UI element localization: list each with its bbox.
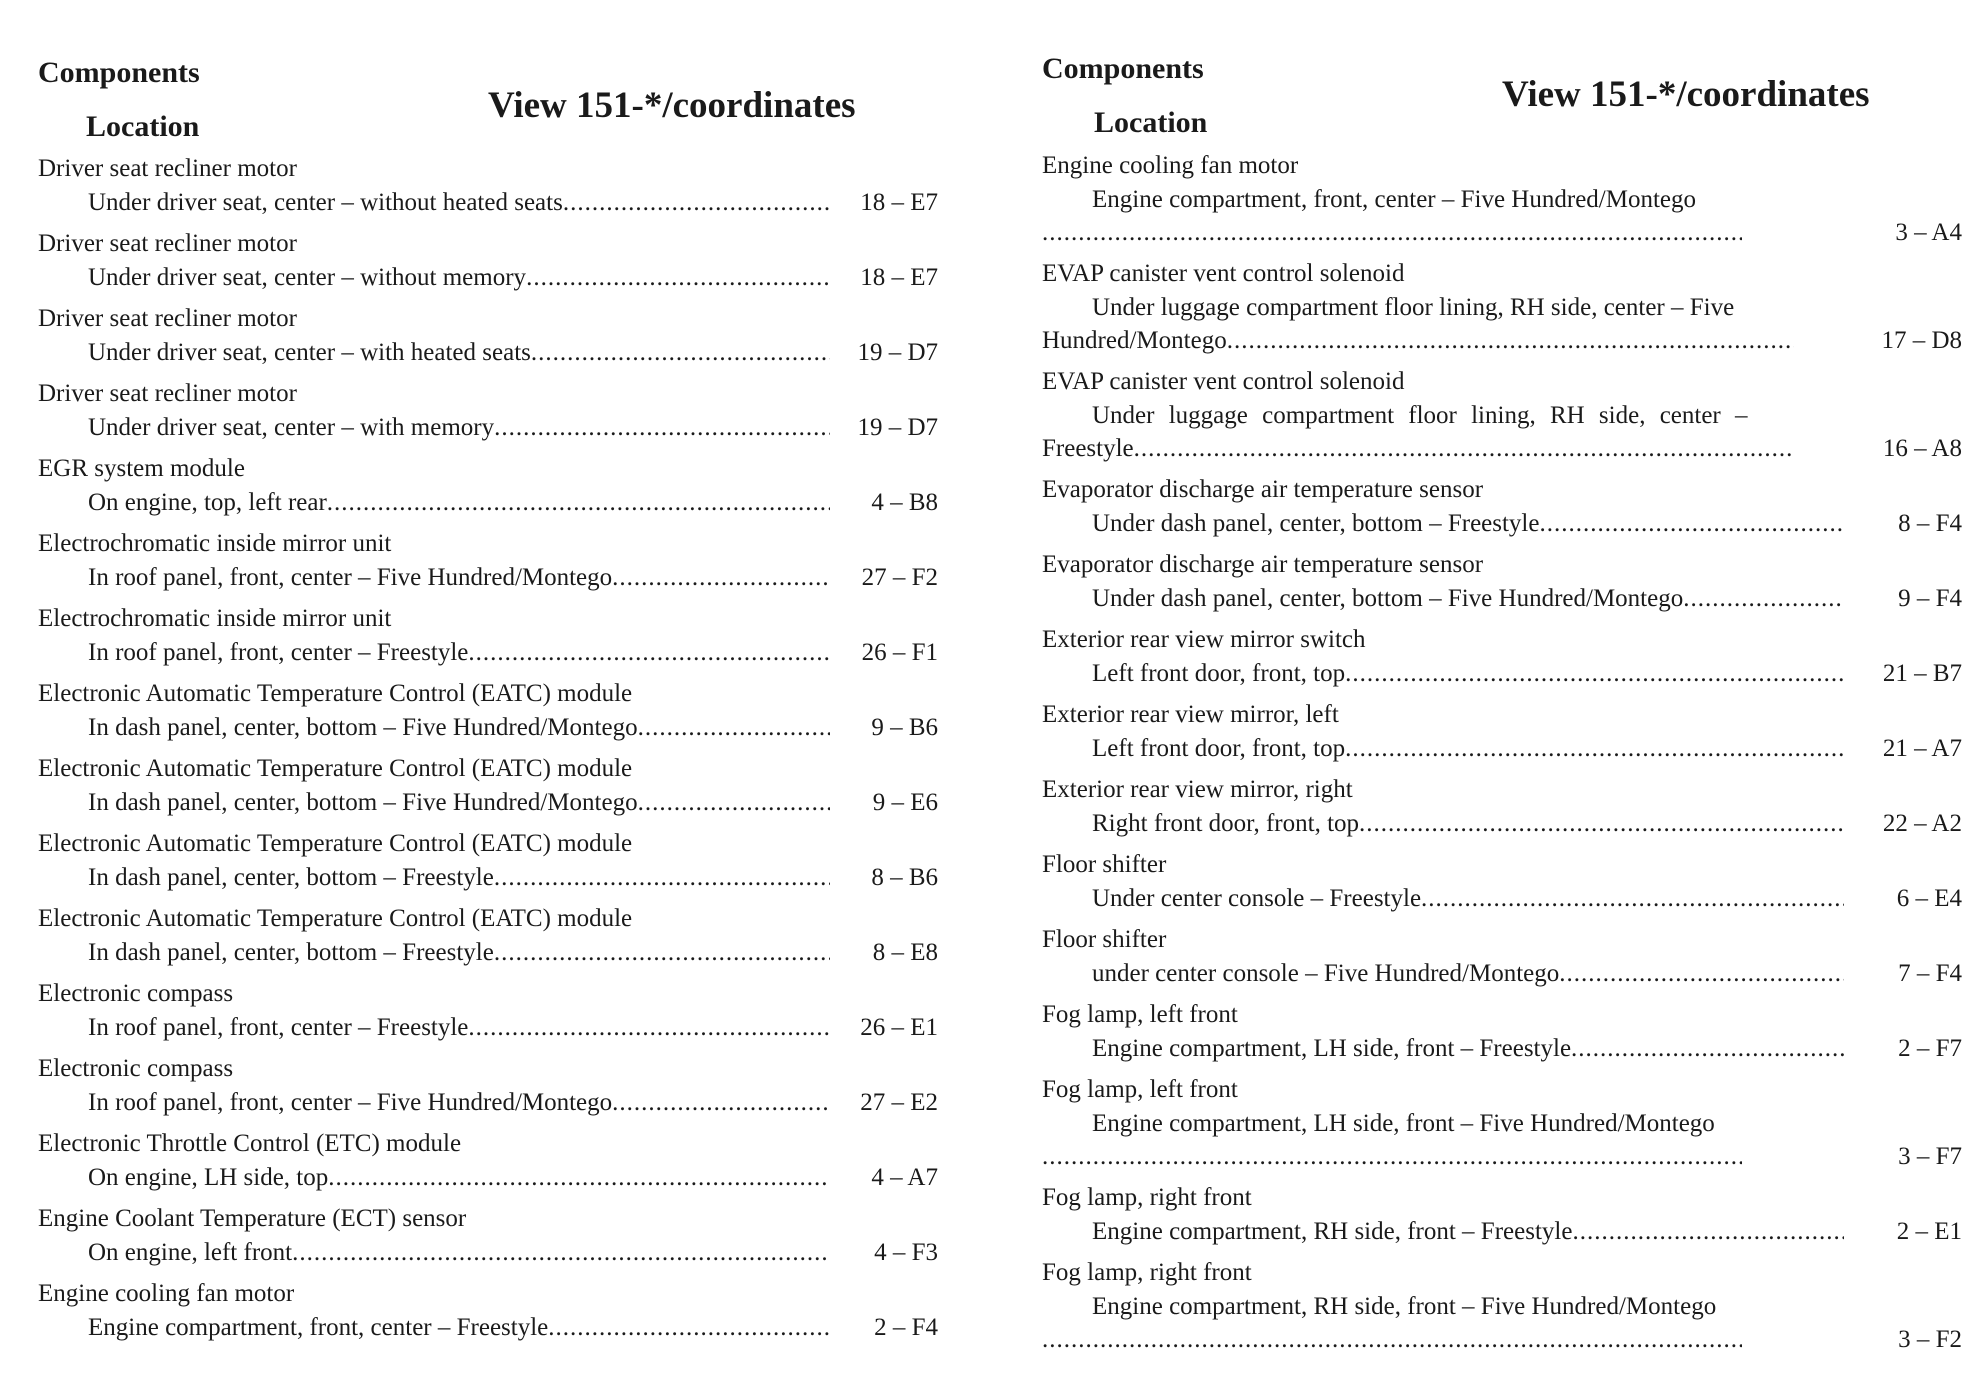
dot-leader [1559,957,1844,991]
dot-leader [494,861,830,895]
view-coordinate: 27 – F2 [861,563,938,591]
components-heading: Components [1042,52,1204,85]
view-coordinate: 3 – F2 [1898,1326,1962,1353]
list-item [38,527,938,602]
view-coordinate: 21 – A7 [1882,734,1962,762]
list-item [1042,149,1962,257]
list-item [1042,1073,1962,1181]
component-location: Under driver seat, center – without memory [88,263,527,291]
dot-leader [1572,1215,1844,1249]
component-name: Electronic Automatic Temperature Control (EATC) module [38,755,633,782]
component-location: On engine, top, left rear [88,488,327,516]
dot-leader [327,486,830,520]
component-name: Exterior rear view mirror, left [1042,701,1339,728]
view-coordinate: 8 – F4 [1898,509,1962,537]
component-name: Evaporator discharge air temperature sensor [1042,551,1484,578]
view-coordinate: 18 – E7 [860,188,938,216]
component-location: In dash panel, center, bottom – Freestyle [88,938,494,966]
component-location: Engine compartment, LH side, front – Freestyle [1092,1034,1572,1062]
location-line [38,1311,830,1345]
location-line [1042,507,1844,541]
view-coordinates-heading: View 151-*/coordinates [488,85,856,126]
dot-leader [1042,1140,1742,1174]
location-line [1042,1032,1844,1066]
component-name: Driver seat recliner motor [38,305,297,332]
component-name: EVAP canister vent control solenoid [1042,368,1405,395]
component-location: Under center console – Freestyle [1092,884,1422,912]
component-location: On engine, left front [88,1238,293,1266]
list-item [1042,1181,1962,1256]
component-location: Under driver seat, center – without heated seats [88,188,563,216]
component-name: Electronic compass [38,1055,234,1082]
component-location: Under driver seat, center – with memory [88,413,495,441]
component-location: In roof panel, front, center – Freestyle [88,638,469,666]
dot-leader [563,186,830,220]
dot-leader [612,561,830,595]
view-coordinate: 21 – B7 [1882,659,1962,687]
location-line [38,336,830,370]
dot-leader [1227,324,1794,358]
view-coordinate: 26 – E1 [860,1013,938,1041]
view-coordinate: 2 – E1 [1896,1217,1962,1245]
location-line [38,1236,830,1270]
component-name: Fog lamp, right front [1042,1259,1252,1286]
view-coordinate: 8 – B6 [871,863,938,891]
component-location-continued: Hundred/Montego [1042,327,1227,354]
list-item [38,1052,938,1127]
component-name: Engine cooling fan motor [1042,152,1299,179]
view-coordinate: 7 – F4 [1898,959,1962,987]
list-item [1042,623,1962,698]
view-coordinate: 3 – F7 [1898,1143,1962,1170]
dot-leader [612,1086,830,1120]
location-line [1042,324,1794,358]
list-item [1042,365,1962,473]
dot-leader [526,261,830,295]
location-line [1042,582,1844,616]
view-coordinate: 6 – E4 [1896,884,1962,912]
view-coordinate: 2 – F7 [1898,1034,1962,1062]
view-coordinate: 4 – B8 [871,488,938,516]
component-list [1042,149,1962,1364]
component-name: Floor shifter [1042,926,1167,953]
location-line [1042,882,1844,916]
location-heading: Location [86,110,200,143]
component-location-continued: Freestyle [1042,435,1134,462]
component-name: Electrochromatic inside mirror unit [38,530,392,557]
dot-leader [494,411,830,445]
list-item [1042,773,1962,848]
list-item [38,152,938,227]
list-item [1042,923,1962,998]
list-item [1042,257,1962,365]
list-item [38,1127,938,1202]
components-heading: Components [38,56,200,89]
view-coordinate: 17 – D8 [1881,327,1962,354]
dot-leader [468,1011,830,1045]
list-item [1042,998,1962,1073]
location-line [38,711,830,745]
component-location: In roof panel, front, center – Freestyle [88,1013,469,1041]
view-coordinate: 4 – F3 [874,1238,938,1266]
list-item [38,602,938,677]
view-coordinate: 9 – E6 [872,788,938,816]
dot-leader [638,711,830,745]
component-location: Left front door, front, top [1092,734,1346,762]
view-coordinate: 26 – F1 [861,638,938,666]
component-name: Fog lamp, left front [1042,1076,1238,1103]
component-location: Under dash panel, center, bottom – Five Hundred/Montego [1092,584,1684,612]
dot-leader [1359,807,1844,841]
component-location: Right front door, front, top [1092,809,1360,837]
dot-leader [1345,657,1844,691]
view-coordinate: 27 – E2 [860,1088,938,1116]
component-location: In dash panel, center, bottom – Five Hundred/Montego [88,713,638,741]
location-line [38,1086,830,1120]
list-item [1042,698,1962,773]
dot-leader [1421,882,1844,916]
component-name: Electrochromatic inside mirror unit [38,605,392,632]
component-name: Driver seat recliner motor [38,155,297,182]
dot-leader [638,786,830,820]
view-coordinate: 4 – A7 [871,1163,938,1191]
component-location: On engine, LH side, top [88,1163,329,1191]
location-line [1042,957,1844,991]
dot-leader [1571,1032,1844,1066]
list-item [38,977,938,1052]
list-item [38,302,938,377]
view-coordinate: 9 – F4 [1898,584,1962,612]
component-location: Under dash panel, center, bottom – Freestyle [1092,509,1540,537]
component-list [38,152,938,1352]
component-location: In dash panel, center, bottom – Five Hundred/Montego [88,788,638,816]
view-coordinate: 16 – A8 [1882,435,1962,462]
component-name: Exterior rear view mirror switch [1042,626,1366,653]
list-item [1042,1256,1962,1364]
dot-leader [531,336,830,370]
component-name: Driver seat recliner motor [38,380,297,407]
location-line [38,861,830,895]
list-item [38,1202,938,1277]
list-item [38,827,938,902]
view-coordinate: 8 – E8 [872,938,938,966]
component-location: Under luggage compartment floor lining, RH side, center – [1092,401,1748,429]
location-line [1042,657,1844,691]
component-location: Left front door, front, top [1092,659,1346,687]
component-location: Engine compartment, front, center – Freestyle [88,1313,549,1341]
component-location: Engine compartment, front, center – Five Hundred/Montego [1092,185,1697,213]
component-location: In dash panel, center, bottom – Freestyle [88,863,494,891]
list-item [38,377,938,452]
component-name: EGR system module [38,455,245,482]
view-coordinate: 9 – B6 [871,713,938,741]
location-line [1042,432,1794,466]
dot-leader [1539,507,1844,541]
dot-leader [328,1161,830,1195]
dot-leader [1345,732,1844,766]
dot-leader [468,636,830,670]
component-location: Under driver seat, center – with heated seats [88,338,531,366]
location-line [38,186,830,220]
component-name: Fog lamp, right front [1042,1184,1252,1211]
component-name: Electronic compass [38,980,234,1007]
location-line [38,1011,830,1045]
component-name: Exterior rear view mirror, right [1042,776,1353,803]
component-name: Electronic Automatic Temperature Control (EATC) module [38,830,633,857]
view-coordinate: 2 – F4 [874,1313,938,1341]
view-coordinate: 19 – D7 [857,413,938,441]
component-name: Driver seat recliner motor [38,230,297,257]
component-name: Engine cooling fan motor [38,1280,295,1307]
location-line [38,411,830,445]
dot-leader [1683,582,1844,616]
component-name: Evaporator discharge air temperature sensor [1042,476,1484,503]
list-item [38,677,938,752]
list-item [1042,848,1962,923]
component-location: Engine compartment, RH side, front – Freestyle [1092,1217,1573,1245]
component-location: Engine compartment, RH side, front – Five Hundred/Montego [1092,1292,1717,1320]
list-item [38,227,938,302]
location-line [38,636,830,670]
component-location: Under luggage compartment floor lining, RH side, center – Five [1092,293,1735,321]
component-location: In roof panel, front, center – Five Hundred/Montego [88,563,613,591]
view-coordinate: 18 – E7 [860,263,938,291]
dot-leader [548,1311,830,1345]
location-line [38,936,830,970]
list-item [38,452,938,527]
component-name: EVAP canister vent control solenoid [1042,260,1405,287]
list-item [38,1277,938,1352]
list-item [38,902,938,977]
location-line [1042,1215,1844,1249]
location-line [38,261,830,295]
component-location: under center console – Five Hundred/Montego [1092,959,1560,987]
component-location: Engine compartment, LH side, front – Five Hundred/Montego [1092,1109,1715,1137]
list-item [1042,548,1962,623]
list-item [38,752,938,827]
view-coordinate: 3 – A4 [1895,219,1962,246]
location-line [38,486,830,520]
dot-leader [1042,1323,1742,1357]
component-name: Engine Coolant Temperature (ECT) sensor [38,1205,467,1232]
component-location: In roof panel, front, center – Five Hundred/Montego [88,1088,613,1116]
component-name: Fog lamp, left front [1042,1001,1238,1028]
location-line [38,1161,830,1195]
location-line [38,561,830,595]
component-name: Electronic Automatic Temperature Control (EATC) module [38,680,633,707]
location-line [38,786,830,820]
component-name: Electronic Throttle Control (ETC) module [38,1130,462,1157]
location-heading: Location [1094,106,1208,139]
view-coordinate: 19 – D7 [857,338,938,366]
location-line [1042,732,1844,766]
list-item [1042,473,1962,548]
dot-leader [1042,216,1742,250]
dot-leader [292,1236,830,1270]
location-line [1042,807,1844,841]
dot-leader [1134,432,1794,466]
view-coordinates-heading: View 151-*/coordinates [1502,74,1870,115]
view-coordinate: 22 – A2 [1882,809,1962,837]
component-name: Floor shifter [1042,851,1167,878]
component-name: Electronic Automatic Temperature Control (EATC) module [38,905,633,932]
dot-leader [494,936,830,970]
